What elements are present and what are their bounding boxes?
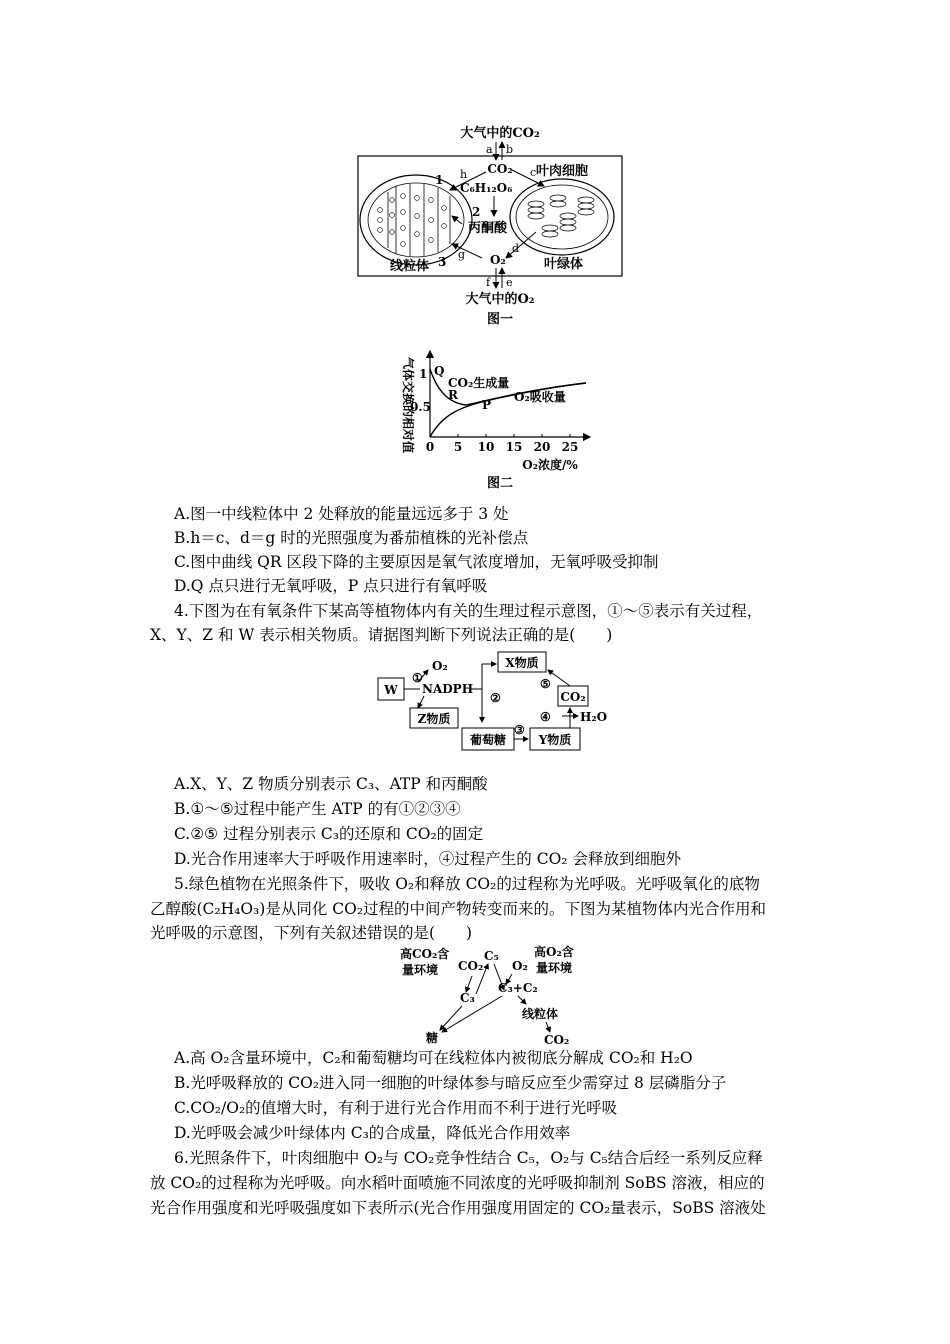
q4-stem-line-1: 4.下图为在有氧条件下某高等植物体内有关的生理过程示意图，①～⑤表示有关过程，: [174, 602, 763, 620]
number-2: 2: [472, 205, 481, 219]
o2-label: O₂: [512, 959, 528, 973]
co2-label: CO₂: [487, 162, 513, 176]
q5-diagram: [396, 944, 596, 1046]
figure-2-caption: 图二: [486, 476, 514, 491]
sugar-label: 糖: [426, 1031, 439, 1045]
figure-1-diagram: [340, 120, 640, 330]
y-tick-05: 0.5: [410, 400, 431, 414]
svg-text:气体交换的相对值: 气体交换的相对值: [401, 356, 415, 454]
c3-c2-label: C₃+C₂: [498, 981, 538, 995]
y-tick-1: 1: [419, 367, 428, 381]
nadph-label: NADPH: [422, 682, 474, 696]
high-co2-line1: 高CO₂含: [400, 947, 450, 961]
label-a: a: [486, 143, 493, 156]
q4-option-b: B.①～⑤过程中能产生 ATP 的有①②③④: [174, 800, 461, 818]
x-tick-25: 25: [561, 440, 579, 454]
pyruvate-label: 丙酮酸: [468, 221, 508, 236]
co2-box-label: CO₂: [560, 690, 586, 704]
q3-option-b: B.h＝c、d＝g 时的光照强度为番茄植株的光补偿点: [174, 529, 529, 547]
q6-stem-line-3: 光合作用强度和光呼吸强度如下表所示(光合作用强度用固定的 CO₂量表示，SoBS 溶液处: [150, 1199, 766, 1217]
point-r: R: [448, 388, 458, 402]
step-5: ⑤: [540, 677, 551, 691]
atm-o2-label: 大气中的O₂: [465, 292, 535, 307]
x-tick-20: 20: [533, 440, 551, 454]
q6-stem-line-1: 6.光照条件下，叶肉细胞中 O₂与 CO₂竞争性结合 C₅，O₂与 C₅结合后经一系列反应释: [174, 1149, 763, 1167]
atm-co2-label: 大气中的CO₂: [460, 126, 540, 141]
number-1: 1: [435, 173, 444, 187]
high-o2-line2: 量环境: [536, 961, 573, 975]
h2o-label: H₂O: [580, 710, 608, 724]
label-h: h: [460, 168, 468, 181]
figure-1: [340, 120, 640, 330]
c5-label: C₅: [484, 949, 499, 963]
glucose-box-label: 葡萄糖: [469, 733, 507, 747]
high-co2-line2: 量环境: [402, 963, 439, 977]
x-axis-title: O₂浓度/%: [522, 458, 578, 472]
x-tick-15: 15: [505, 440, 523, 454]
co2-series-label: CO₂生成量: [448, 376, 510, 390]
q5-option-a: A.高 O₂含量环境中，C₂和葡萄糖均可在线粒体内被彻底分解成 CO₂和 H₂O: [174, 1049, 693, 1067]
q5-option-d: D.光呼吸会减少叶绿体内 C₃的合成量，降低光合作用效率: [174, 1124, 571, 1142]
q5-stem-line-1: 5.绿色植物在光照条件下，吸收 O₂和释放 CO₂的过程称为光呼吸。光呼吸氧化的底物: [174, 875, 760, 893]
q4-diagram: [374, 650, 614, 758]
y-box-label: Y物质: [538, 733, 572, 747]
mitochondrion: [360, 175, 472, 265]
x-tick-5: 5: [453, 440, 463, 454]
co2-out-label: CO₂: [544, 1033, 570, 1046]
o2-label: O₂: [490, 253, 506, 267]
label-b: b: [506, 143, 514, 156]
figure-2-chart: [390, 345, 610, 495]
step-1: ①: [412, 671, 423, 685]
q3-option-a: A.图一中线粒体中 2 处释放的能量远远多于 3 处: [174, 505, 509, 523]
co2-label: CO₂: [458, 959, 484, 973]
q4-option-c: C.②⑤ 过程分别表示 C₃的还原和 CO₂的固定: [174, 825, 484, 843]
figure-1-caption: 图一: [486, 312, 514, 327]
q5-diagram-svg: [396, 944, 596, 1046]
q4-diagram-svg: [374, 650, 614, 758]
glucose-label: C₆H₁₂O₆: [460, 181, 513, 195]
label-f: f: [486, 276, 491, 289]
x-box-label: X物质: [505, 656, 539, 670]
q4-stem-line-2: X、Y、Z 和 W 表示相关物质。请据图判断下列说法正确的是( ): [150, 626, 613, 644]
w-box-label: W: [384, 683, 398, 697]
step-3: ③: [514, 723, 525, 737]
point-p: P: [482, 398, 492, 412]
q4-option-a: A.X、Y、Z 物质分别表示 C₃、ATP 和丙酮酸: [174, 775, 488, 793]
step-2: ②: [490, 691, 501, 705]
label-d: d: [512, 242, 520, 255]
high-o2-line1: 高O₂含: [534, 945, 574, 959]
o2-label: O₂: [432, 659, 448, 673]
q5-option-b: B.光呼吸释放的 CO₂进入同一细胞的叶绿体参与暗反应至少需穿过 8 层磷脂分子: [174, 1074, 727, 1092]
label-e: e: [506, 276, 513, 289]
q5-stem-line-3: 光呼吸的示意图，下列有关叙述错误的是( ): [150, 924, 473, 942]
chloroplast-label: 叶绿体: [544, 257, 584, 272]
step-4: ④: [540, 710, 551, 724]
q5-option-c: C.CO₂/O₂的值增大时，有利于进行光合作用而不利于进行光呼吸: [174, 1099, 618, 1117]
q5-stem-line-2: 乙醇酸(C₂H₄O₃)是从同化 CO₂过程的中间产物转变而来的。下图为某植物体内光合作用和: [150, 900, 767, 918]
x-tick-0: 0: [425, 440, 435, 454]
c3-label: C₃: [460, 991, 475, 1005]
figure-2: [390, 345, 610, 495]
label-c: c: [530, 166, 537, 179]
label-g: g: [458, 248, 466, 261]
mesophyll-label: 叶肉细胞: [536, 164, 589, 179]
number-3: 3: [438, 255, 447, 269]
q3-option-c: C.图中曲线 QR 区段下降的主要原因是氧气浓度增加，无氧呼吸受抑制: [174, 553, 659, 571]
q6-stem-line-2: 放 CO₂的过程称为光呼吸。向水稻叶面喷施不同浓度的光呼吸抑制剂 SoBS 溶液，相应的: [150, 1174, 765, 1192]
q4-option-d: D.光合作用速率大于呼吸作用速率时，④过程产生的 CO₂ 会释放到细胞外: [174, 850, 681, 868]
z-box-label: Z物质: [417, 712, 451, 726]
point-q: Q: [434, 364, 445, 378]
mitochondria-label: 线粒体: [390, 259, 430, 274]
o2-series-label: O₂吸收量: [514, 390, 566, 404]
q3-option-d: D.Q 点只进行无氧呼吸，P 点只进行有氧呼吸: [174, 577, 488, 595]
x-tick-10: 10: [477, 440, 495, 454]
mito-label: 线粒体: [522, 1007, 559, 1021]
